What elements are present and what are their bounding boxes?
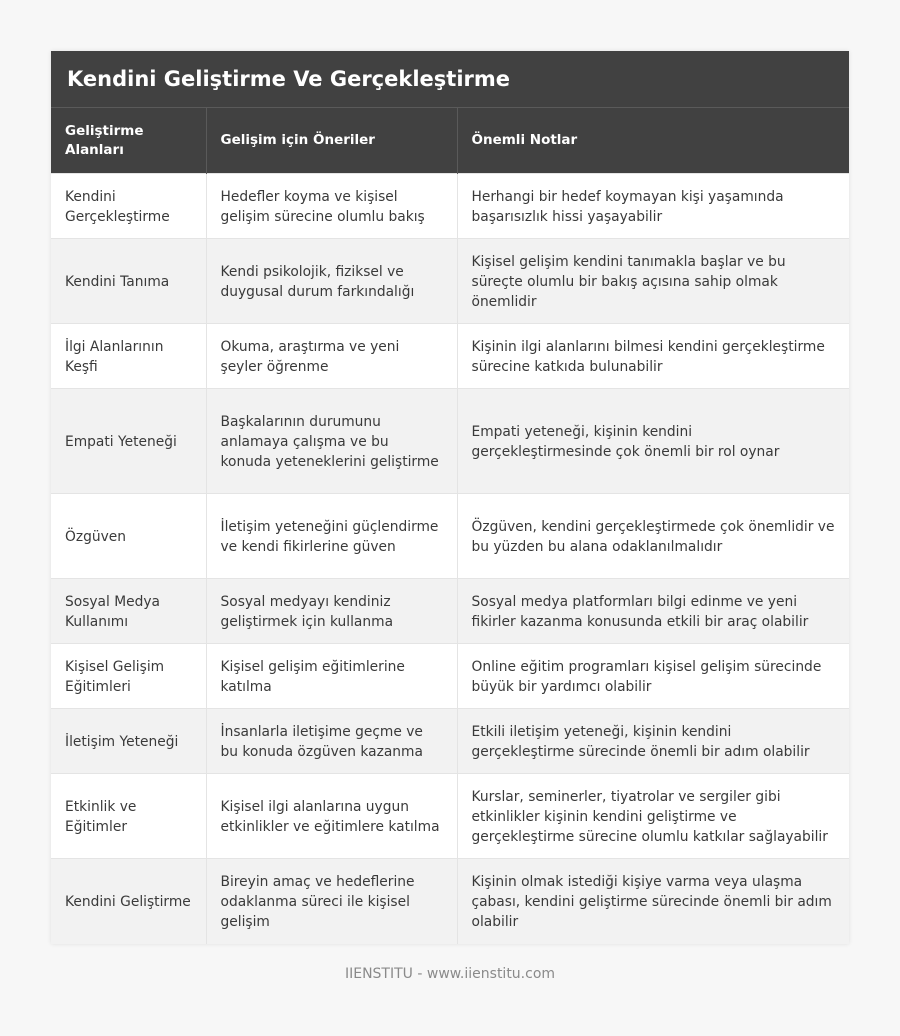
- table-row: [51, 174, 849, 239]
- table-row: [51, 644, 849, 709]
- header-row: [51, 108, 849, 174]
- table-row: [51, 579, 849, 644]
- cell-suggestion: Okuma, araştırma ve yeni şeyler öğrenme: [206, 324, 457, 389]
- cell-area: Kendini Gerçekleştirme: [51, 174, 206, 239]
- table-row: [51, 389, 849, 494]
- cell-suggestion: Hedefler koyma ve kişisel gelişim sürecine olumlu bakış: [206, 174, 457, 239]
- table-row: [51, 859, 849, 944]
- cell-note: Kişinin olmak istediği kişiye varma veya ulaşma çabası, kendini geliştirme sürecinde önemli bir adım olabilir: [457, 859, 849, 944]
- cell-note: Herhangi bir hedef koymayan kişi yaşamında başarısızlık hissi yaşayabilir: [457, 174, 849, 239]
- table-row: [51, 324, 849, 389]
- column-header-suggestions: Gelişim için Öneriler: [206, 108, 457, 174]
- cell-note: Empati yeteneği, kişinin kendini gerçekleştirmesinde çok önemli bir rol oynar: [457, 389, 849, 494]
- cell-suggestion: Sosyal medyayı kendiniz geliştirmek için kullanma: [206, 579, 457, 644]
- cell-suggestion: Kişisel gelişim eğitimlerine katılma: [206, 644, 457, 709]
- cell-suggestion: İnsanlarla iletişime geçme ve bu konuda özgüven kazanma: [206, 709, 457, 774]
- cell-note: Sosyal medya platformları bilgi edinme ve yeni fikirler kazanma konusunda etkili bir araç olabilir: [457, 579, 849, 644]
- table-row: [51, 239, 849, 324]
- cell-note: Kişisel gelişim kendini tanımakla başlar ve bu süreçte olumlu bir bakış açısına sahip olmak önemlidir: [457, 239, 849, 324]
- table-row: [51, 494, 849, 579]
- cell-area: Kendini Tanıma: [51, 239, 206, 324]
- cell-note: Kurslar, seminerler, tiyatrolar ve sergiler gibi etkinlikler kişinin kendini geliştirme ve gerçekleştirme sürecine olumlu katkılar sağlayabilir: [457, 774, 849, 859]
- cell-area: Özgüven: [51, 494, 206, 579]
- cell-area: Kişisel Gelişim Eğitimleri: [51, 644, 206, 709]
- column-header-areas: Geliştirme Alanları: [51, 108, 206, 174]
- cell-suggestion: İletişim yeteneğini güçlendirme ve kendi fikirlerine güven: [206, 494, 457, 579]
- cell-note: Online eğitim programları kişisel gelişim sürecinde büyük bir yardımcı olabilir: [457, 644, 849, 709]
- cell-note: Özgüven, kendini gerçekleştirmede çok önemlidir ve bu yüzden bu alana odaklanılmalıdır: [457, 494, 849, 579]
- table-row: [51, 774, 849, 859]
- cell-suggestion: Kişisel ilgi alanlarına uygun etkinlikler ve eğitimlere katılma: [206, 774, 457, 859]
- table-title: Kendini Geliştirme Ve Gerçekleştirme: [67, 67, 510, 91]
- cell-area: İlgi Alanlarının Keşfi: [51, 324, 206, 389]
- footer-credit: IIENSTITU - www.iienstitu.com: [344, 966, 556, 982]
- table-row: [51, 709, 849, 774]
- column-header-notes: Önemli Notlar: [457, 108, 849, 174]
- cell-area: Kendini Geliştirme: [51, 859, 206, 944]
- cell-suggestion: Bireyin amaç ve hedeflerine odaklanma süreci ile kişisel gelişim: [206, 859, 457, 944]
- cell-area: Sosyal Medya Kullanımı: [51, 579, 206, 644]
- cell-area: Empati Yeteneği: [51, 389, 206, 494]
- title-bar: [51, 51, 849, 108]
- cell-suggestion: Başkalarının durumunu anlamaya çalışma ve bu konuda yeteneklerini geliştirme: [206, 389, 457, 494]
- data-table: [51, 108, 849, 944]
- cell-note: Etkili iletişim yeteneği, kişinin kendini gerçekleştirme sürecinde önemli bir adım olabilir: [457, 709, 849, 774]
- cell-area: Etkinlik ve Eğitimler: [51, 774, 206, 859]
- cell-note: Kişinin ilgi alanlarını bilmesi kendini gerçekleştirme sürecine katkıda bulunabilir: [457, 324, 849, 389]
- table-card: [51, 51, 849, 944]
- cell-suggestion: Kendi psikolojik, fiziksel ve duygusal durum farkındalığı: [206, 239, 457, 324]
- cell-area: İletişim Yeteneği: [51, 709, 206, 774]
